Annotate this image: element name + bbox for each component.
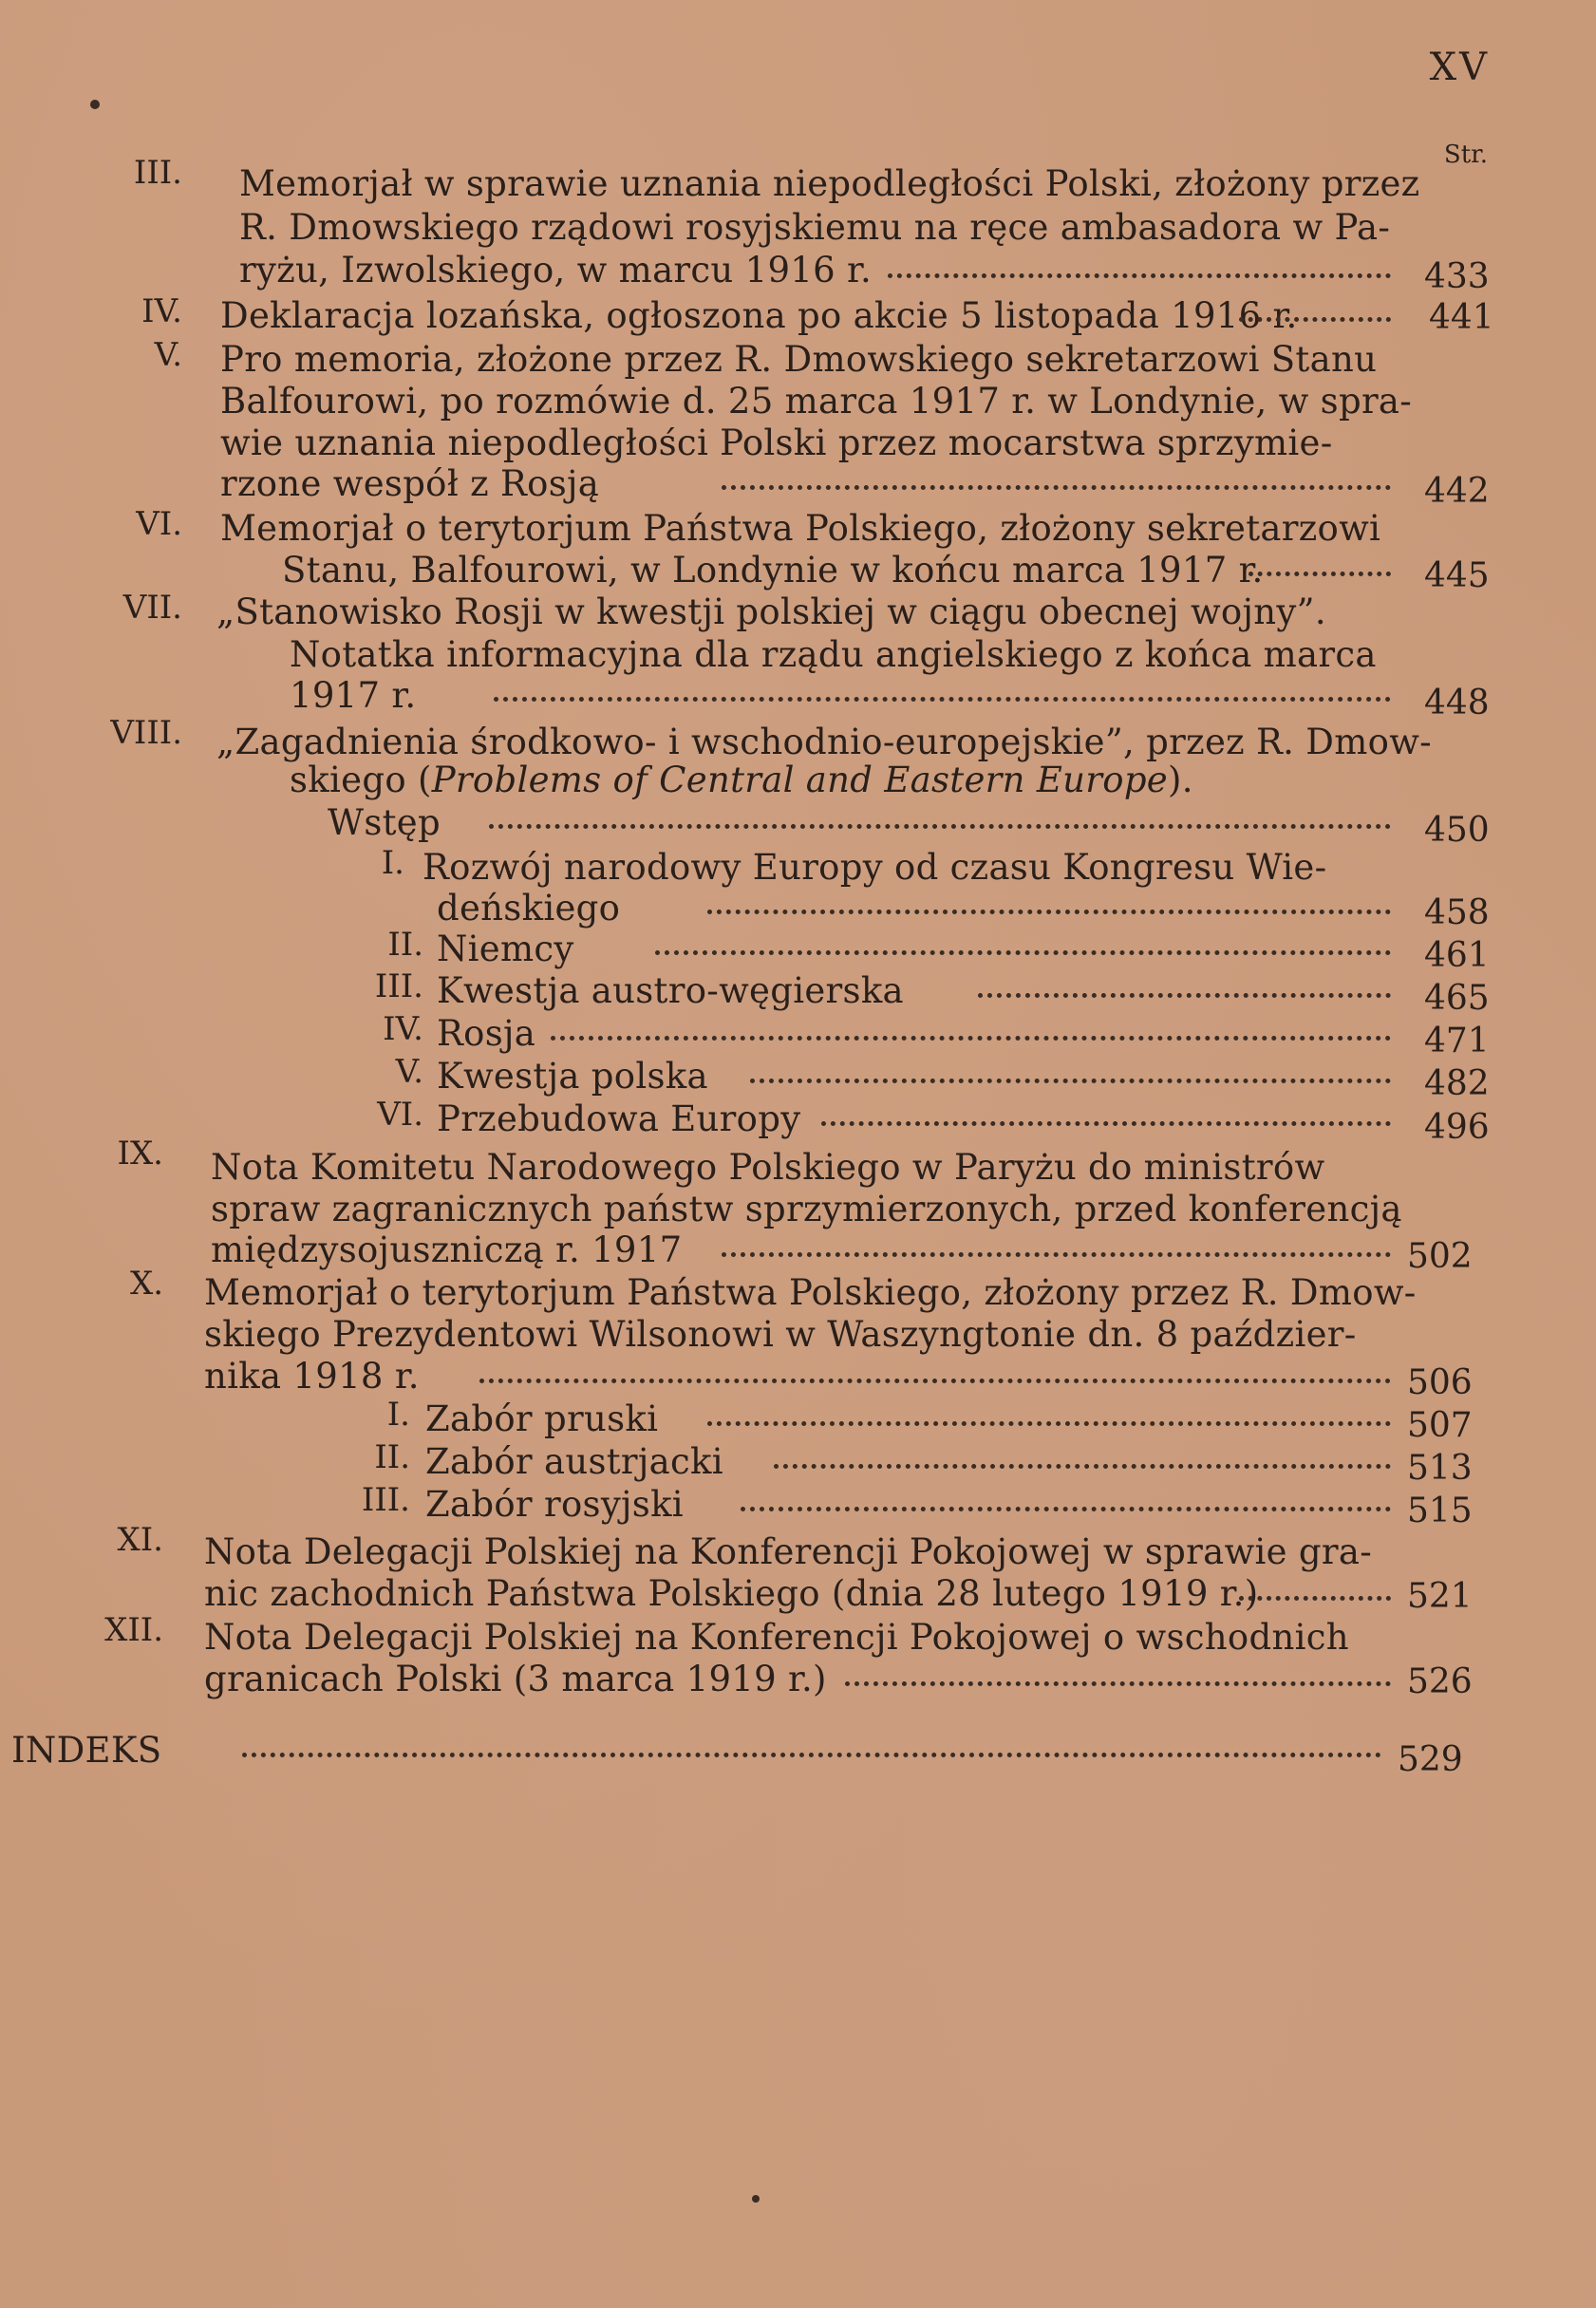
entry-line: Deklaracja lozańska, ogłoszona po akcie 5 listopada 1916 r. bbox=[220, 295, 1298, 336]
page-number: 433 bbox=[1424, 257, 1490, 296]
page-number: 507 bbox=[1407, 1406, 1473, 1445]
leader-dots bbox=[845, 1676, 1391, 1686]
entry-roman: III. bbox=[361, 1481, 410, 1519]
entry-line: Stanu, Balfourowi, w Londynie w końcu marca 1917 r. bbox=[282, 550, 1264, 591]
page-number: 450 bbox=[1424, 811, 1490, 850]
page-column-label: Str. bbox=[1443, 141, 1488, 169]
entry-roman: III. bbox=[374, 967, 423, 1005]
entry-line: Memorjał o terytorjum Państwa Polskiego, złożony przez R. Dmow- bbox=[204, 1272, 1417, 1313]
entry-line: skiego (Problems of Central and Eastern Europe). bbox=[290, 760, 1193, 800]
entry-line: Nota Delegacji Polskiej na Konferencji Pokojowej w sprawie gra- bbox=[204, 1531, 1372, 1572]
entry-roman: II. bbox=[374, 1438, 410, 1476]
leader-dots bbox=[978, 987, 1391, 998]
page-number: 482 bbox=[1424, 1064, 1490, 1103]
entry-line: Nota Komitetu Narodowego Polskiego w Paryżu do ministrów bbox=[211, 1147, 1325, 1188]
entry-line: Balfourowi, po rozmówie d. 25 marca 1917 r. w Londynie, w spra- bbox=[220, 381, 1413, 422]
entry-line: granicach Polski (3 marca 1919 r.) bbox=[204, 1659, 827, 1699]
entry-line: Zabór rosyjski bbox=[425, 1484, 684, 1525]
entry-roman: I. bbox=[381, 844, 404, 882]
leader-dots bbox=[551, 1030, 1391, 1041]
entry-line: Wstęp bbox=[328, 802, 441, 843]
index-heading: INDEKS bbox=[11, 1730, 162, 1771]
entry-line: Przebudowa Europy bbox=[437, 1098, 801, 1139]
entry-line: Niemcy bbox=[437, 929, 574, 969]
entry-line: deńskiego bbox=[437, 888, 621, 929]
page-number: 442 bbox=[1424, 472, 1490, 511]
entry-line: Memorjał o terytorjum Państwa Polskiego, złożony sekretarzowi bbox=[220, 508, 1381, 549]
entry-line: Zabór austrjacki bbox=[425, 1441, 723, 1482]
entry-line: „Zagadnienia środkowo- i wschodnio-europejskie”, przez R. Dmow- bbox=[216, 722, 1432, 762]
page-number: 458 bbox=[1424, 893, 1490, 932]
entry-line: R. Dmowskiego rządowi rosyjskiemu na ręce ambasadora w Pa- bbox=[239, 207, 1391, 248]
entry-roman: IV. bbox=[141, 292, 182, 330]
page-number: 441 bbox=[1429, 298, 1494, 337]
entry-roman: V. bbox=[395, 1053, 423, 1091]
folio-number: XV bbox=[1429, 46, 1490, 89]
leader-dots bbox=[1239, 1590, 1391, 1601]
page-number: 506 bbox=[1407, 1363, 1473, 1402]
entry-line: 1917 r. bbox=[290, 675, 417, 716]
entry-line: Pro memoria, złożone przez R. Dmowskiego sekretarzowi Stanu bbox=[220, 339, 1378, 380]
entry-line: rzone wespół z Rosją bbox=[220, 463, 600, 504]
entry-line: Kwestja austro-węgierska bbox=[437, 970, 904, 1011]
page-number: 529 bbox=[1398, 1740, 1463, 1779]
leader-dots bbox=[1239, 311, 1391, 322]
paper-spot bbox=[752, 2195, 760, 2203]
entry-line: Kwestja polska bbox=[437, 1056, 708, 1097]
entry-line: Rosja bbox=[437, 1013, 536, 1054]
page-number: 448 bbox=[1424, 684, 1490, 722]
leader-dots bbox=[888, 268, 1391, 278]
leader-dots bbox=[479, 1373, 1391, 1383]
entry-line: skiego Prezydentowi Wilsonowi w Waszyngtonie dn. 8 paździer- bbox=[204, 1314, 1357, 1355]
leader-dots bbox=[707, 904, 1391, 914]
leader-dots bbox=[722, 479, 1391, 490]
page-number: 445 bbox=[1424, 556, 1490, 595]
entry-roman: X. bbox=[129, 1265, 163, 1303]
leader-dots bbox=[707, 1416, 1391, 1426]
page-number: 461 bbox=[1424, 936, 1490, 975]
entry-line: nika 1918 r. bbox=[204, 1356, 420, 1397]
page-number: 513 bbox=[1407, 1449, 1473, 1488]
leader-dots bbox=[722, 1247, 1391, 1257]
leader-dots bbox=[489, 818, 1391, 829]
page-number: 471 bbox=[1424, 1022, 1490, 1060]
entry-roman: XII. bbox=[104, 1611, 163, 1649]
entry-line: Notatka informacyjna dla rządu angielskiego z końca marca bbox=[290, 634, 1377, 675]
entry-roman: VI. bbox=[377, 1096, 423, 1134]
entry-roman: VIII. bbox=[110, 714, 182, 752]
page-number: 521 bbox=[1407, 1577, 1473, 1616]
entry-roman: VII. bbox=[122, 589, 182, 627]
entry-roman: II. bbox=[387, 926, 423, 964]
entry-line: nic zachodnich Państwa Polskiego (dnia 28 lutego 1919 r.) bbox=[204, 1573, 1259, 1614]
page-number: 502 bbox=[1407, 1237, 1473, 1276]
entry-line: „Stanowisko Rosji w kwestji polskiej w ciągu obecnej wojny”. bbox=[216, 591, 1326, 632]
paper-spot bbox=[90, 100, 100, 109]
leader-dots bbox=[741, 1501, 1391, 1511]
leader-dots bbox=[655, 945, 1391, 955]
entry-roman: IX. bbox=[117, 1135, 163, 1173]
entry-line: ryżu, Izwolskiego, w marcu 1916 r. bbox=[239, 250, 873, 291]
page-number: 496 bbox=[1424, 1108, 1490, 1147]
entry-line: Memorjał w sprawie uznania niepodległości Polski, złożony przez bbox=[239, 163, 1420, 204]
entry-line: Nota Delegacji Polskiej na Konferencji Pokojowej o wschodnich bbox=[204, 1617, 1349, 1658]
entry-roman: V. bbox=[154, 336, 182, 374]
leader-dots bbox=[750, 1073, 1391, 1083]
entry-line: międzysojuszniczą r. 1917 bbox=[211, 1229, 683, 1270]
entry-line: wie uznania niepodległości Polski przez mocarstwa sprzymie- bbox=[220, 422, 1333, 463]
entry-roman: XI. bbox=[117, 1521, 163, 1559]
entry-line: Zabór pruski bbox=[425, 1398, 659, 1439]
leader-dots bbox=[821, 1116, 1391, 1126]
entry-roman: III. bbox=[133, 154, 182, 192]
leader-dots bbox=[774, 1458, 1391, 1469]
entry-line: Rozwój narodowy Europy od czasu Kongresu Wie- bbox=[422, 847, 1327, 888]
entry-roman: VI. bbox=[136, 505, 182, 543]
leader-dots bbox=[494, 691, 1391, 702]
leader-dots bbox=[1249, 566, 1391, 576]
entry-line: spraw zagranicznych państw sprzymierzonych, przed konferencją bbox=[211, 1189, 1402, 1229]
page-number: 515 bbox=[1407, 1492, 1473, 1530]
page-number: 526 bbox=[1407, 1662, 1473, 1701]
entry-roman: IV. bbox=[383, 1010, 423, 1048]
page-number: 465 bbox=[1424, 979, 1490, 1018]
leader-dots bbox=[242, 1747, 1381, 1757]
entry-roman: I. bbox=[386, 1396, 410, 1434]
